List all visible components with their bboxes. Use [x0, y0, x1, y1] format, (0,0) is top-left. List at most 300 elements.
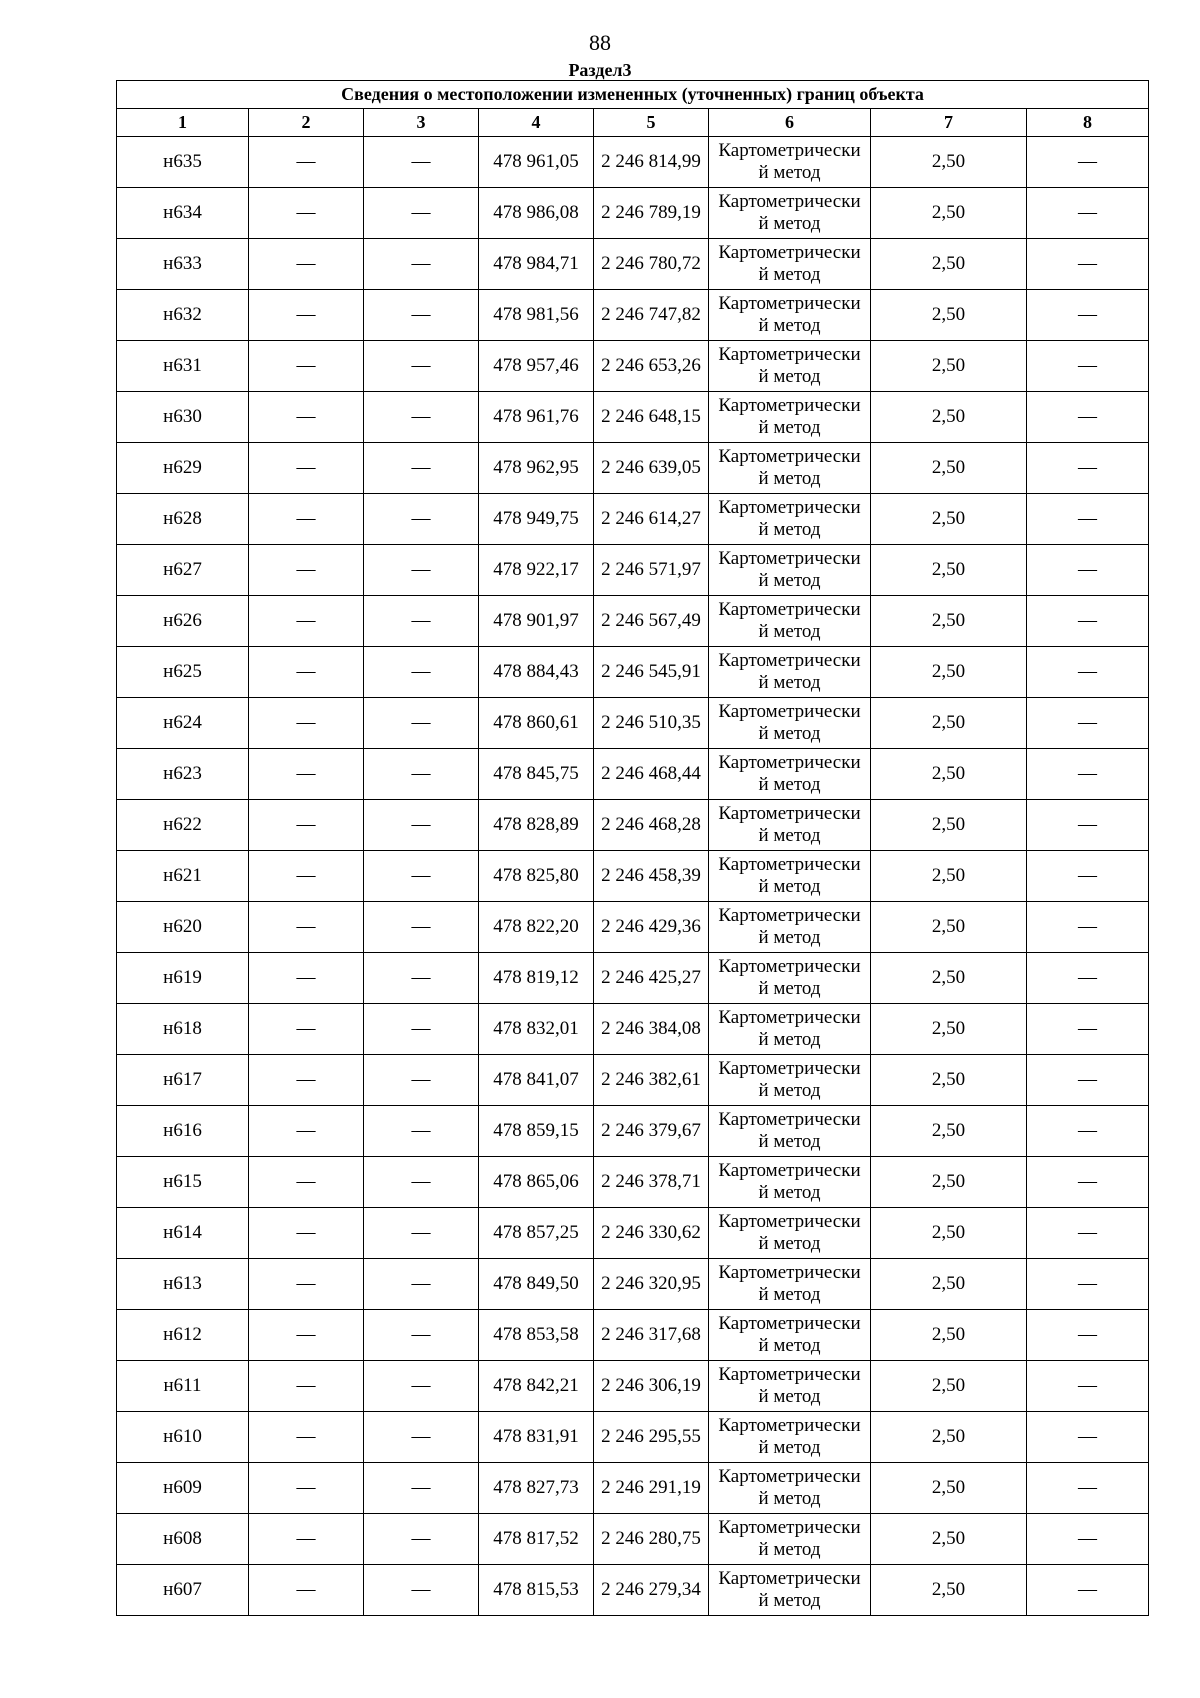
accuracy-cell: 2,50: [871, 1361, 1027, 1412]
y-coordinate-cell: 2 246 814,99: [594, 137, 709, 188]
x-coordinate-cell: 478 961,76: [479, 392, 594, 443]
method-line-1: Картометрически: [718, 1364, 861, 1385]
table-row: [117, 851, 1149, 902]
method-line-2: й метод: [758, 978, 821, 999]
method-line-1: Картометрически: [718, 1160, 861, 1181]
accuracy-cell: 2,50: [871, 596, 1027, 647]
y-coordinate-cell: 2 246 384,08: [594, 1004, 709, 1055]
method-line-2: й метод: [758, 417, 821, 438]
table-row: [117, 800, 1149, 851]
column-8-cell: —: [1027, 1514, 1149, 1565]
x-coordinate-cell: 478 828,89: [479, 800, 594, 851]
column-3-cell: —: [364, 1310, 479, 1361]
method-cell: [709, 1106, 871, 1157]
method-cell: [709, 698, 871, 749]
point-id-cell: н632: [117, 290, 249, 341]
method-line-2: й метод: [758, 672, 821, 693]
column-2-cell: —: [249, 494, 364, 545]
method-cell: [709, 1004, 871, 1055]
x-coordinate-cell: 478 817,52: [479, 1514, 594, 1565]
x-coordinate-cell: 478 984,71: [479, 239, 594, 290]
y-coordinate-cell: 2 246 330,62: [594, 1208, 709, 1259]
method-cell: [709, 1310, 871, 1361]
accuracy-cell: 2,50: [871, 188, 1027, 239]
column-3-cell: —: [364, 851, 479, 902]
column-3-cell: —: [364, 953, 479, 1004]
x-coordinate-cell: 478 860,61: [479, 698, 594, 749]
boundary-coordinates-table: [116, 80, 1149, 1616]
column-3-cell: —: [364, 749, 479, 800]
accuracy-cell: 2,50: [871, 749, 1027, 800]
column-8-cell: —: [1027, 647, 1149, 698]
x-coordinate-cell: 478 962,95: [479, 443, 594, 494]
accuracy-cell: 2,50: [871, 1463, 1027, 1514]
column-2-cell: —: [249, 851, 364, 902]
point-id-cell: н633: [117, 239, 249, 290]
point-id-cell: н629: [117, 443, 249, 494]
column-2-cell: —: [249, 800, 364, 851]
method-line-1: Картометрически: [718, 905, 861, 926]
accuracy-cell: 2,50: [871, 392, 1027, 443]
column-8-cell: —: [1027, 596, 1149, 647]
column-2-cell: —: [249, 1310, 364, 1361]
table-row: [117, 1055, 1149, 1106]
method-cell: [709, 290, 871, 341]
column-8-cell: —: [1027, 137, 1149, 188]
method-line-2: й метод: [758, 1386, 821, 1407]
column-3-cell: —: [364, 1463, 479, 1514]
column-number-6: 6: [709, 109, 871, 137]
table-title: Сведения о местоположении измененных (уточненных) границ объекта: [117, 81, 1149, 109]
column-8-cell: —: [1027, 1361, 1149, 1412]
column-8-cell: —: [1027, 392, 1149, 443]
y-coordinate-cell: 2 246 280,75: [594, 1514, 709, 1565]
table-row: [117, 596, 1149, 647]
point-id-cell: н615: [117, 1157, 249, 1208]
table-row: [117, 749, 1149, 800]
y-coordinate-cell: 2 246 571,97: [594, 545, 709, 596]
point-id-cell: н612: [117, 1310, 249, 1361]
method-cell: [709, 749, 871, 800]
method-line-1: Картометрически: [718, 140, 861, 161]
method-line-2: й метод: [758, 1182, 821, 1203]
method-line-1: Картометрически: [718, 548, 861, 569]
column-8-cell: —: [1027, 1412, 1149, 1463]
method-line-1: Картометрически: [718, 701, 861, 722]
table-row: [117, 1157, 1149, 1208]
y-coordinate-cell: 2 246 295,55: [594, 1412, 709, 1463]
table-row: [117, 1412, 1149, 1463]
table-row: [117, 647, 1149, 698]
column-number-row: [117, 109, 1149, 137]
point-id-cell: н635: [117, 137, 249, 188]
method-line-2: й метод: [758, 1539, 821, 1560]
method-cell: [709, 1463, 871, 1514]
column-3-cell: —: [364, 1004, 479, 1055]
x-coordinate-cell: 478 865,06: [479, 1157, 594, 1208]
table-row: [117, 443, 1149, 494]
method-cell: [709, 341, 871, 392]
method-line-1: Картометрически: [718, 395, 861, 416]
x-coordinate-cell: 478 819,12: [479, 953, 594, 1004]
page-number: 88: [589, 30, 611, 55]
y-coordinate-cell: 2 246 378,71: [594, 1157, 709, 1208]
x-coordinate-cell: 478 949,75: [479, 494, 594, 545]
y-coordinate-cell: 2 246 306,19: [594, 1361, 709, 1412]
method-line-1: Картометрически: [718, 1058, 861, 1079]
method-line-1: Картометрически: [718, 854, 861, 875]
point-id-cell: н618: [117, 1004, 249, 1055]
column-8-cell: —: [1027, 443, 1149, 494]
column-2-cell: —: [249, 749, 364, 800]
column-8-cell: —: [1027, 494, 1149, 545]
point-id-cell: н627: [117, 545, 249, 596]
method-line-1: Картометрически: [718, 1568, 861, 1589]
y-coordinate-cell: 2 246 291,19: [594, 1463, 709, 1514]
y-coordinate-cell: 2 246 639,05: [594, 443, 709, 494]
method-line-1: Картометрически: [718, 446, 861, 467]
method-line-1: Картометрически: [718, 803, 861, 824]
accuracy-cell: 2,50: [871, 1565, 1027, 1616]
table-row: [117, 1565, 1149, 1616]
column-2-cell: —: [249, 902, 364, 953]
column-3-cell: —: [364, 392, 479, 443]
column-2-cell: —: [249, 1412, 364, 1463]
table-row: [117, 1106, 1149, 1157]
column-3-cell: —: [364, 443, 479, 494]
accuracy-cell: 2,50: [871, 698, 1027, 749]
y-coordinate-cell: 2 246 780,72: [594, 239, 709, 290]
column-8-cell: —: [1027, 545, 1149, 596]
accuracy-cell: 2,50: [871, 443, 1027, 494]
table-row: [117, 137, 1149, 188]
table-row: [117, 698, 1149, 749]
column-3-cell: —: [364, 1565, 479, 1616]
y-coordinate-cell: 2 246 468,44: [594, 749, 709, 800]
method-cell: [709, 647, 871, 698]
point-id-cell: н616: [117, 1106, 249, 1157]
method-line-1: Картометрически: [718, 1109, 861, 1130]
table-row: [117, 1310, 1149, 1361]
table-row: [117, 1361, 1149, 1412]
column-3-cell: —: [364, 1208, 479, 1259]
point-id-cell: н625: [117, 647, 249, 698]
column-8-cell: —: [1027, 953, 1149, 1004]
method-line-1: Картометрически: [718, 1415, 861, 1436]
accuracy-cell: 2,50: [871, 1259, 1027, 1310]
method-cell: [709, 137, 871, 188]
x-coordinate-cell: 478 901,97: [479, 596, 594, 647]
accuracy-cell: 2,50: [871, 800, 1027, 851]
column-2-cell: —: [249, 392, 364, 443]
method-line-1: Картометрически: [718, 293, 861, 314]
point-id-cell: н621: [117, 851, 249, 902]
accuracy-cell: 2,50: [871, 1310, 1027, 1361]
y-coordinate-cell: 2 246 567,49: [594, 596, 709, 647]
column-2-cell: —: [249, 953, 364, 1004]
column-3-cell: —: [364, 1055, 479, 1106]
column-8-cell: —: [1027, 1055, 1149, 1106]
point-id-cell: н628: [117, 494, 249, 545]
accuracy-cell: 2,50: [871, 1004, 1027, 1055]
column-2-cell: —: [249, 290, 364, 341]
column-8-cell: —: [1027, 902, 1149, 953]
section-label: Раздел3: [568, 60, 632, 80]
method-line-1: Картометрически: [718, 1466, 861, 1487]
column-3-cell: —: [364, 1259, 479, 1310]
y-coordinate-cell: 2 246 468,28: [594, 800, 709, 851]
method-line-2: й метод: [758, 1233, 821, 1254]
method-line-1: Картометрически: [718, 650, 861, 671]
column-8-cell: —: [1027, 1565, 1149, 1616]
method-line-2: й метод: [758, 1029, 821, 1050]
method-line-2: й метод: [758, 1080, 821, 1101]
point-id-cell: н630: [117, 392, 249, 443]
table-row: [117, 902, 1149, 953]
accuracy-cell: 2,50: [871, 239, 1027, 290]
method-cell: [709, 1565, 871, 1616]
x-coordinate-cell: 478 961,05: [479, 137, 594, 188]
method-cell: [709, 596, 871, 647]
method-line-2: й метод: [758, 468, 821, 489]
method-line-2: й метод: [758, 366, 821, 387]
table-row: [117, 341, 1149, 392]
x-coordinate-cell: 478 831,91: [479, 1412, 594, 1463]
column-8-cell: —: [1027, 749, 1149, 800]
point-id-cell: н622: [117, 800, 249, 851]
column-2-cell: —: [249, 545, 364, 596]
x-coordinate-cell: 478 853,58: [479, 1310, 594, 1361]
method-cell: [709, 545, 871, 596]
x-coordinate-cell: 478 957,46: [479, 341, 594, 392]
point-id-cell: н613: [117, 1259, 249, 1310]
column-2-cell: —: [249, 1208, 364, 1259]
point-id-cell: н611: [117, 1361, 249, 1412]
method-line-1: Картометрически: [718, 599, 861, 620]
method-cell: [709, 188, 871, 239]
column-2-cell: —: [249, 1055, 364, 1106]
column-2-cell: —: [249, 1361, 364, 1412]
method-line-1: Картометрически: [718, 242, 861, 263]
method-line-2: й метод: [758, 927, 821, 948]
table-body: [117, 137, 1149, 1616]
column-number-3: 3: [364, 109, 479, 137]
column-2-cell: —: [249, 698, 364, 749]
method-line-2: й метод: [758, 774, 821, 795]
point-id-cell: н631: [117, 341, 249, 392]
method-line-1: Картометрически: [718, 1517, 861, 1538]
y-coordinate-cell: 2 246 458,39: [594, 851, 709, 902]
table-row: [117, 953, 1149, 1004]
accuracy-cell: 2,50: [871, 851, 1027, 902]
accuracy-cell: 2,50: [871, 1412, 1027, 1463]
method-cell: [709, 851, 871, 902]
y-coordinate-cell: 2 246 379,67: [594, 1106, 709, 1157]
column-3-cell: —: [364, 698, 479, 749]
column-number-1: 1: [117, 109, 249, 137]
column-8-cell: —: [1027, 239, 1149, 290]
column-3-cell: —: [364, 1412, 479, 1463]
method-cell: [709, 443, 871, 494]
column-3-cell: —: [364, 1361, 479, 1412]
column-2-cell: —: [249, 1514, 364, 1565]
method-line-1: Картометрически: [718, 344, 861, 365]
column-2-cell: —: [249, 1463, 364, 1514]
method-line-2: й метод: [758, 621, 821, 642]
y-coordinate-cell: 2 246 382,61: [594, 1055, 709, 1106]
accuracy-cell: 2,50: [871, 545, 1027, 596]
column-3-cell: —: [364, 647, 479, 698]
y-coordinate-cell: 2 246 429,36: [594, 902, 709, 953]
x-coordinate-cell: 478 981,56: [479, 290, 594, 341]
column-8-cell: —: [1027, 800, 1149, 851]
table-row: [117, 290, 1149, 341]
point-id-cell: н619: [117, 953, 249, 1004]
column-8-cell: —: [1027, 1463, 1149, 1514]
y-coordinate-cell: 2 246 789,19: [594, 188, 709, 239]
x-coordinate-cell: 478 825,80: [479, 851, 594, 902]
y-coordinate-cell: 2 246 747,82: [594, 290, 709, 341]
point-id-cell: н609: [117, 1463, 249, 1514]
accuracy-cell: 2,50: [871, 137, 1027, 188]
point-id-cell: н610: [117, 1412, 249, 1463]
column-3-cell: —: [364, 596, 479, 647]
accuracy-cell: 2,50: [871, 1106, 1027, 1157]
table-row: [117, 1514, 1149, 1565]
column-2-cell: —: [249, 239, 364, 290]
accuracy-cell: 2,50: [871, 494, 1027, 545]
method-line-2: й метод: [758, 1590, 821, 1611]
method-cell: [709, 953, 871, 1004]
column-8-cell: —: [1027, 1259, 1149, 1310]
method-line-1: Картометрически: [718, 752, 861, 773]
x-coordinate-cell: 478 842,21: [479, 1361, 594, 1412]
column-3-cell: —: [364, 239, 479, 290]
point-id-cell: н624: [117, 698, 249, 749]
point-id-cell: н620: [117, 902, 249, 953]
y-coordinate-cell: 2 246 317,68: [594, 1310, 709, 1361]
column-3-cell: —: [364, 1157, 479, 1208]
table-row: [117, 545, 1149, 596]
method-cell: [709, 1361, 871, 1412]
table-row: [117, 1259, 1149, 1310]
column-3-cell: —: [364, 137, 479, 188]
column-8-cell: —: [1027, 698, 1149, 749]
method-line-2: й метод: [758, 1437, 821, 1458]
method-line-2: й метод: [758, 1335, 821, 1356]
accuracy-cell: 2,50: [871, 647, 1027, 698]
column-8-cell: —: [1027, 1004, 1149, 1055]
point-id-cell: н617: [117, 1055, 249, 1106]
accuracy-cell: 2,50: [871, 1055, 1027, 1106]
accuracy-cell: 2,50: [871, 1157, 1027, 1208]
method-line-1: Картометрически: [718, 191, 861, 212]
method-cell: [709, 1412, 871, 1463]
method-line-2: й метод: [758, 1284, 821, 1305]
column-number-4: 4: [479, 109, 594, 137]
column-8-cell: —: [1027, 1208, 1149, 1259]
x-coordinate-cell: 478 845,75: [479, 749, 594, 800]
method-line-2: й метод: [758, 1488, 821, 1509]
method-line-1: Картометрически: [718, 1211, 861, 1232]
y-coordinate-cell: 2 246 279,34: [594, 1565, 709, 1616]
method-cell: [709, 1055, 871, 1106]
column-2-cell: —: [249, 1259, 364, 1310]
method-cell: [709, 239, 871, 290]
method-line-2: й метод: [758, 315, 821, 336]
y-coordinate-cell: 2 246 614,27: [594, 494, 709, 545]
accuracy-cell: 2,50: [871, 290, 1027, 341]
column-3-cell: —: [364, 545, 479, 596]
x-coordinate-cell: 478 832,01: [479, 1004, 594, 1055]
column-8-cell: —: [1027, 1310, 1149, 1361]
column-3-cell: —: [364, 290, 479, 341]
point-id-cell: н607: [117, 1565, 249, 1616]
column-8-cell: —: [1027, 851, 1149, 902]
accuracy-cell: 2,50: [871, 902, 1027, 953]
point-id-cell: н608: [117, 1514, 249, 1565]
x-coordinate-cell: 478 884,43: [479, 647, 594, 698]
column-2-cell: —: [249, 596, 364, 647]
x-coordinate-cell: 478 857,25: [479, 1208, 594, 1259]
point-id-cell: н623: [117, 749, 249, 800]
table-row: [117, 1463, 1149, 1514]
table-row: [117, 239, 1149, 290]
method-line-1: Картометрически: [718, 1007, 861, 1028]
column-number-7: 7: [871, 109, 1027, 137]
accuracy-cell: 2,50: [871, 1514, 1027, 1565]
column-8-cell: —: [1027, 341, 1149, 392]
y-coordinate-cell: 2 246 653,26: [594, 341, 709, 392]
y-coordinate-cell: 2 246 545,91: [594, 647, 709, 698]
column-2-cell: —: [249, 137, 364, 188]
y-coordinate-cell: 2 246 320,95: [594, 1259, 709, 1310]
x-coordinate-cell: 478 815,53: [479, 1565, 594, 1616]
x-coordinate-cell: 478 849,50: [479, 1259, 594, 1310]
column-number-2: 2: [249, 109, 364, 137]
accuracy-cell: 2,50: [871, 341, 1027, 392]
table-row: [117, 392, 1149, 443]
column-8-cell: —: [1027, 188, 1149, 239]
column-8-cell: —: [1027, 1106, 1149, 1157]
table-row: [117, 494, 1149, 545]
method-cell: [709, 1259, 871, 1310]
method-cell: [709, 1157, 871, 1208]
method-line-2: й метод: [758, 213, 821, 234]
method-line-2: й метод: [758, 519, 821, 540]
column-3-cell: —: [364, 1514, 479, 1565]
column-2-cell: —: [249, 1004, 364, 1055]
x-coordinate-cell: 478 841,07: [479, 1055, 594, 1106]
column-2-cell: —: [249, 341, 364, 392]
method-cell: [709, 392, 871, 443]
table-row: [117, 1004, 1149, 1055]
x-coordinate-cell: 478 859,15: [479, 1106, 594, 1157]
method-line-2: й метод: [758, 723, 821, 744]
method-cell: [709, 800, 871, 851]
method-cell: [709, 902, 871, 953]
x-coordinate-cell: 478 922,17: [479, 545, 594, 596]
accuracy-cell: 2,50: [871, 953, 1027, 1004]
point-id-cell: н626: [117, 596, 249, 647]
column-2-cell: —: [249, 443, 364, 494]
column-3-cell: —: [364, 494, 479, 545]
table-row: [117, 1208, 1149, 1259]
column-3-cell: —: [364, 1106, 479, 1157]
method-line-2: й метод: [758, 876, 821, 897]
y-coordinate-cell: 2 246 648,15: [594, 392, 709, 443]
column-number-8: 8: [1027, 109, 1149, 137]
